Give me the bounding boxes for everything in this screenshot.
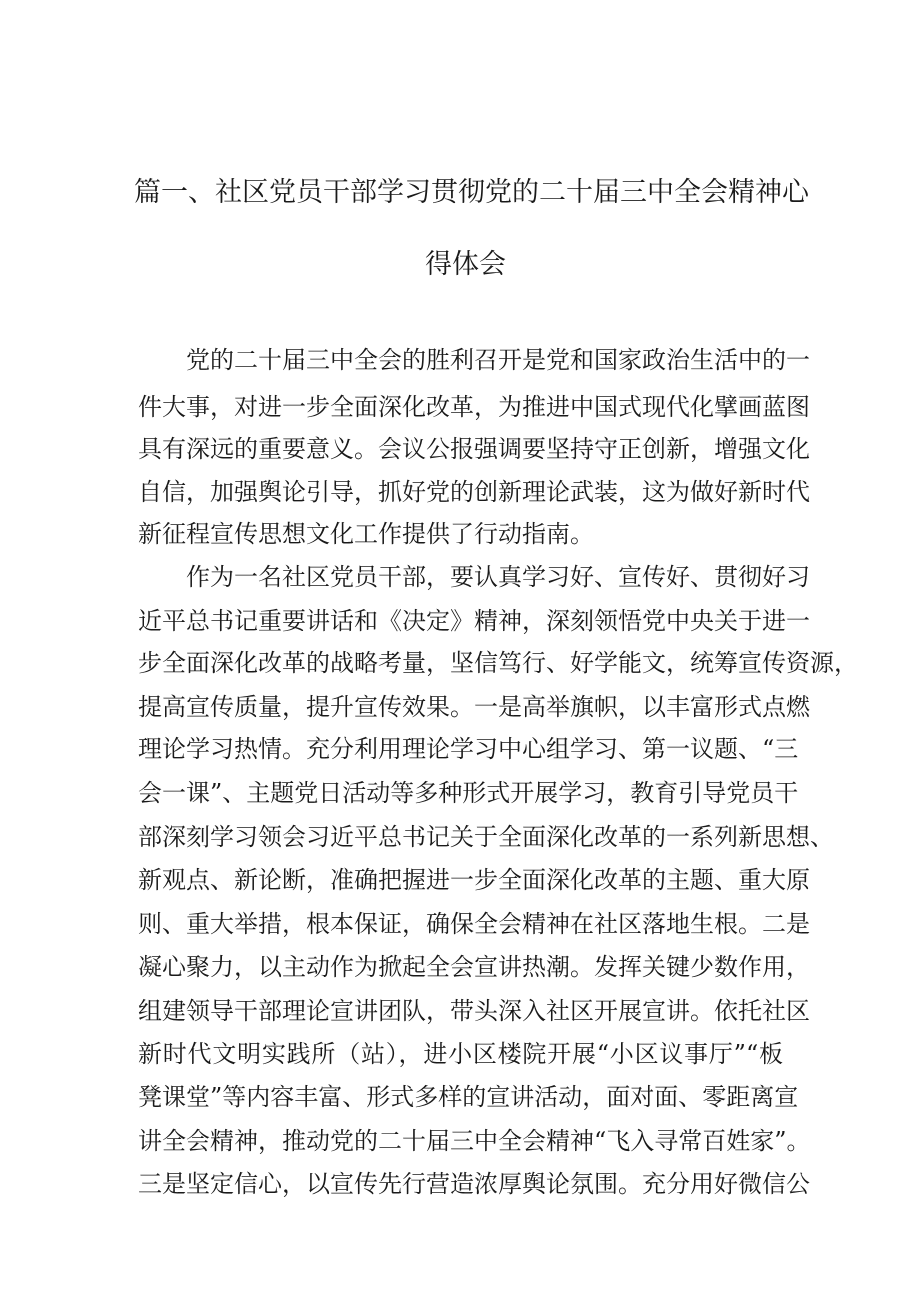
paragraph-line: 作为一名社区党员干部，要认真学习好、宣传好、贯彻好习: [186, 563, 810, 591]
paragraph-line: 件大事，对进一步全面深化改革，为推进中国式现代化擘画蓝图: [138, 393, 810, 421]
document-title-line-2: 得体会: [425, 249, 506, 280]
paragraph-line: 自信，加强舆论引导，抓好党的创新理论武装，这为做好新时代: [138, 478, 810, 506]
paragraph-line: 提高宣传质量，提升宣传效果。一是高举旗帜，以丰富形式点燃: [138, 693, 810, 721]
paragraph-line: 党的二十届三中全会的胜利召开是党和国家政治生活中的一: [186, 346, 810, 374]
paragraph-line: 组建领导干部理论宣讲团队，带头深入社区开展宣讲。依托社区: [138, 997, 810, 1025]
paragraph-line: 近平总书记重要讲话和《决定》精神，深刻领悟党中央关于进一: [138, 607, 810, 635]
paragraph-line: 凳课堂”等内容丰富、形式多样的宣讲活动，面对面、零距离宣: [138, 1083, 799, 1111]
document-title-line-1: 篇一、社区党员干部学习贯彻党的二十届三中全会精神心: [134, 177, 809, 208]
paragraph-line: 三是坚定信心，以宣传先行营造浓厚舆论氛围。充分用好微信公: [138, 1170, 810, 1198]
paragraph-line: 讲全会精神，推动党的二十届三中全会精神“飞入寻常百姓家”。: [138, 1127, 811, 1155]
paragraph-line: 部深刻学习领会习近平总书记关于全面深化改革的一系列新思想、: [138, 823, 834, 851]
paragraph-line: 凝心聚力，以主动作为掀起全会宣讲热潮。发挥关键少数作用，: [138, 953, 810, 981]
paragraph-line: 会一课”、主题党日活动等多种形式开展学习，教育引导党员干: [138, 779, 799, 807]
paragraph-line: 新时代文明实践所（站），进小区楼院开展“小区议事厅”“板: [138, 1040, 783, 1068]
paragraph-line: 新观点、新论断，准确把握进一步全面深化改革的主题、重大原: [138, 866, 810, 894]
paragraph-line: 理论学习热情。充分利用理论学习中心组学习、第一议题、“三: [138, 735, 799, 763]
paragraph-line: 新征程宣传思想文化工作提供了行动指南。: [138, 520, 594, 548]
paragraph-line: 则、重大举措，根本保证，确保全会精神在社区落地生根。二是: [138, 910, 810, 938]
paragraph-line: 步全面深化改革的战略考量，坚信笃行、好学能文，统筹宣传资源，: [138, 649, 858, 677]
paragraph-line: 具有深远的重要意义。会议公报强调要坚持守正创新，增强文化: [138, 435, 810, 463]
